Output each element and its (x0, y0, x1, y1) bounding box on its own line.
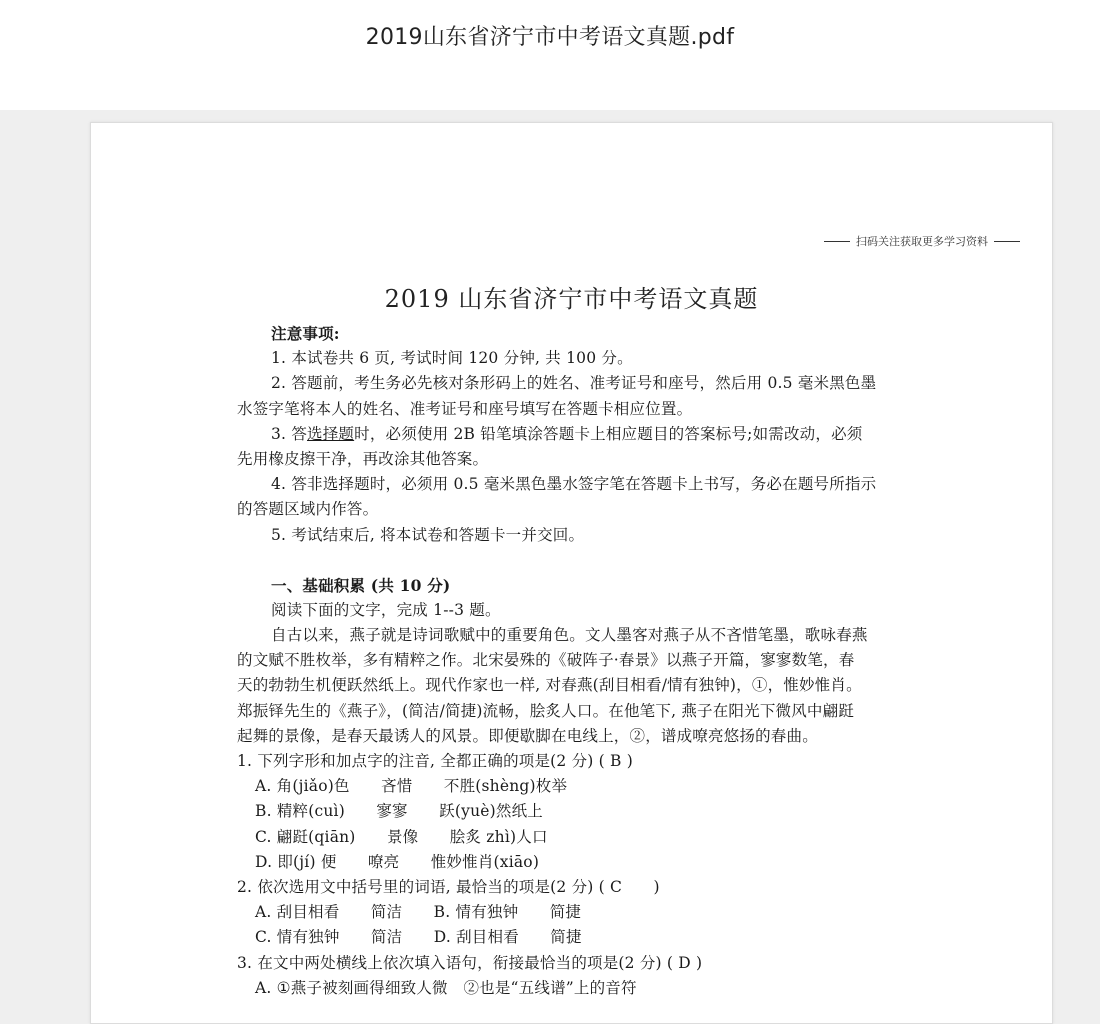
question-option: A. 刮目相看 简洁 B. 情有独钟 简捷 (255, 903, 582, 922)
passage-line: 的文赋不胜枚举，多有精粹之作。北宋晏殊的《破阵子·春景》以燕子开篇，寥寥数笔，春 (237, 651, 855, 670)
question-option: D. 即(jí) 便 嘹亮 惟妙惟肖(xiāo) (255, 852, 540, 871)
passage-line: 起舞的景像，是春天最诱人的风景。即便歇脚在电线上，②，谱成嘹亮悠扬的春曲。 (237, 726, 818, 745)
notice-item: 水签字笔将本人的姓名、准考证号和座号填写在答题卡相应位置。 (237, 399, 693, 418)
banner-text: 扫码关注获取更多学习资料 (856, 235, 988, 248)
notice-item: 2. 答题前，考生务必先核对条形码上的姓名、准考证号和座号，然后用 0.5 毫米黑色墨 (271, 374, 877, 393)
question-stem: 2. 依次选用文中括号里的词语, 最恰当的项是(2 分) ( C ) (237, 877, 660, 896)
notice-underlined-text: 选择题 (307, 424, 355, 443)
qr-banner (818, 233, 1026, 249)
banner-rule-left (824, 241, 850, 242)
notice-item (237, 422, 909, 447)
question-option: A. ①燕子被刻画得细致人微 ②也是“五线谱”上的音符 (255, 978, 637, 997)
notice-item: 5. 考试结束后, 将本试卷和答题卡一并交回。 (271, 525, 585, 544)
question-option: C. 翩跹(qiān) 景像 脍炙 zhì)人口 (255, 827, 548, 846)
question-option: B. 精粹(cuì) 寥寥 跃(yuè)然纸上 (255, 802, 543, 821)
notice-item: 4. 答非选择题时，必须用 0.5 毫米黑色墨水签字笔在答题卡上书写，务必在题号所指示 (271, 475, 877, 494)
banner-rule-right (994, 241, 1020, 242)
question-option: A. 角(jiǎo)色 吝惜 不胜(shèng)枚举 (255, 777, 568, 796)
question-option: C. 情有独钟 简洁 D. 刮目相看 简捷 (255, 928, 582, 947)
page-content (237, 321, 909, 1001)
notice-text: 时，必须使用 2B 铅笔填涂答题卡上相应题目的答案标号;如需改动，必须 (354, 424, 863, 443)
exam-title: 2019 山东省济宁市中考语文真题 (384, 285, 759, 313)
passage-line: 自古以来，燕子就是诗词歌赋中的重要角色。文人墨客对燕子从不吝惜笔墨，歌咏春燕 (271, 626, 868, 645)
spacer (237, 548, 909, 573)
title-bar (0, 0, 1100, 110)
passage-line: 天的勃勃生机便跃然纸上。现代作家也一样, 对春燕(刮目相看/情有独钟)，①，惟妙惟肖。 (237, 676, 862, 695)
question-stem: 3. 在文中两处横线上依次填入语句，衔接最恰当的项是(2 分) ( D ) (237, 953, 703, 972)
notice-item: 先用橡皮擦干净，再改涂其他答案。 (237, 449, 489, 468)
pdf-page (90, 122, 1053, 1024)
passage-line: 郑振铎先生的《燕子》，(简洁/简捷)流畅，脍炙人口。在他笔下, 燕子在阳光下微风中翩跹 (237, 701, 855, 720)
pdf-viewer[interactable] (0, 110, 1100, 997)
notice-text: 3. 答 (271, 424, 308, 443)
section-heading: 一、基础积累 (共 10 分) (271, 575, 451, 595)
notice-heading: 注意事项: (271, 324, 340, 343)
section-instruction: 阅读下面的文字，完成 1--3 题。 (271, 600, 501, 619)
document-title: 2019山东省济宁市中考语文真题.pdf (365, 25, 735, 50)
notice-item: 的答题区域内作答。 (237, 500, 379, 519)
question-stem: 1. 下列字形和加点字的注音, 全都正确的项是(2 分) ( B ) (237, 752, 634, 770)
notice-item: 1. 本试卷共 6 页, 考试时间 120 分钟, 共 100 分。 (271, 349, 633, 368)
